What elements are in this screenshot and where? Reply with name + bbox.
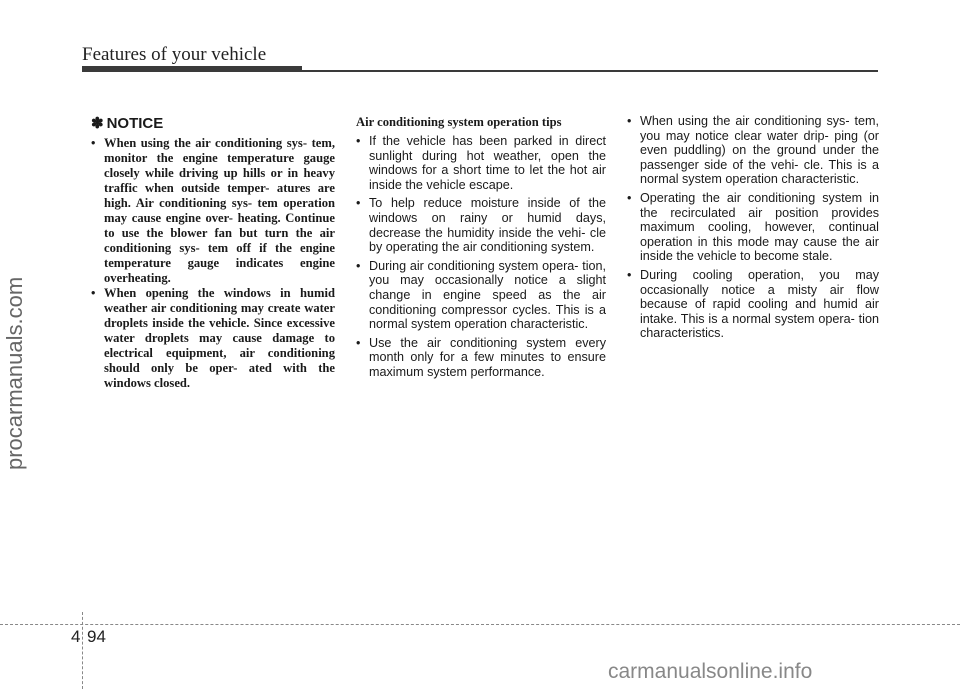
tips-list [356, 134, 606, 380]
list-item: • When opening the windows in humid weather air conditioning may create water droplets inside the vehicle. Since excessive water droplets may cause damage to electrical equipment, air conditioning should only be oper- ated with the windows closed. [91, 286, 335, 390]
notice-list [91, 136, 335, 391]
list-item: • When using the air conditioning sys- tem, you may notice clear water drip- ping (or even puddling) on the ground under the passenger side of the vehi- cle. This is a normal system operation characteristic. [627, 114, 879, 187]
bullet-icon: • [627, 114, 632, 128]
section-number: 4 [71, 627, 81, 646]
bottom-watermark: carmanualsonline.info [608, 660, 813, 683]
more-tips-column [627, 114, 879, 345]
bullet-icon: • [356, 335, 361, 350]
bullet-icon: • [91, 286, 96, 300]
list-item: • During cooling operation, you may occasionally notice a misty air flow because of rapid cooling and humid air intake. This is a normal system opera- tion characteristics. [627, 267, 879, 341]
list-item: • If the vehicle has been parked in direct sunlight during hot weather, open the windows for a short time to let the hot air inside the vehicle escape. [356, 134, 606, 192]
list-item: • When using the air conditioning sys- tem, monitor the engine temperature gauge closely while driving up hills or in heavy traffic when outside temper- atures are high. Air conditioning sys- tem operation may cause engine over- heating. Continue to use the blower fan but turn the air conditioning sys- tem off if the engine temperature gauge indicates engine overheating. [91, 136, 335, 285]
notice-column [91, 114, 335, 391]
list-item: • Use the air conditioning system every month only for a few minutes to ensure maximum system performance. [356, 335, 606, 379]
bullet-icon: • [356, 134, 361, 148]
bullet-icon: • [356, 258, 361, 273]
bullet-icon: • [627, 267, 632, 282]
bullet-icon: • [356, 196, 361, 211]
list-item: • During air conditioning system opera- tion, you may occasionally notice a slight change in engine speed as the air conditioning compressor cycles. This is a normal system operation characteristic. [356, 258, 606, 332]
page-header-title: Features of your vehicle [82, 44, 267, 65]
list-item: • Operating the air conditioning system in the recirculated air position provides maximum cooling, however, continual operation in this mode may cause the air inside the vehicle to become stale. [627, 190, 879, 264]
list-item: • To help reduce moisture inside of the windows on rainy or humid days, decrease the humidity inside the vehi- cle by operating the air conditioning system. [356, 196, 606, 255]
bullet-icon: • [627, 190, 632, 205]
footer-rule [0, 624, 960, 625]
asterisk-notice-icon: ✽ [91, 115, 104, 132]
tips-heading: Air conditioning system operation tips [356, 115, 562, 129]
header-rule-thick [82, 66, 302, 72]
tips-column [356, 114, 606, 384]
footer-divider [82, 612, 83, 689]
notice-heading [91, 114, 335, 132]
side-watermark: procarmanuals.com [2, 276, 27, 470]
notice-title-text: NOTICE [106, 114, 164, 132]
more-tips-list [627, 114, 879, 341]
header-rule-thin [300, 70, 878, 72]
bullet-icon: • [91, 136, 96, 150]
page-number: 94 [87, 627, 106, 646]
